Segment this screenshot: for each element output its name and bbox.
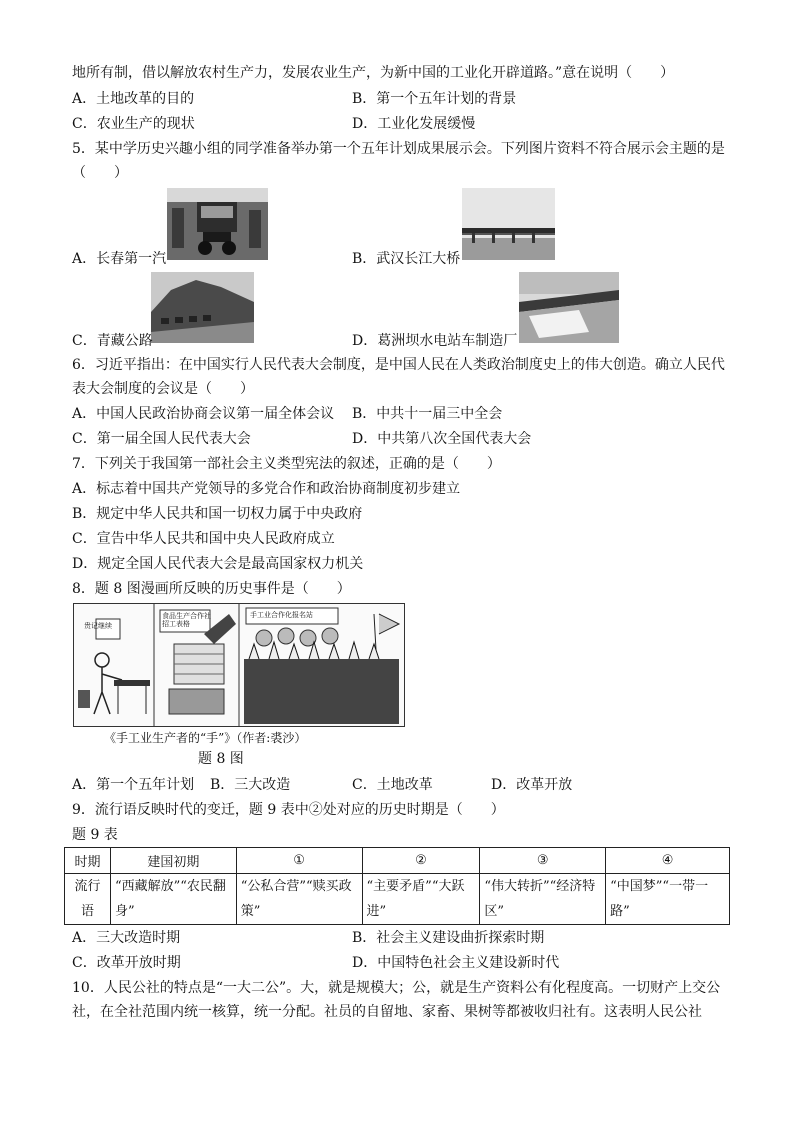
q9-header-1: ①: [236, 848, 362, 874]
q6-stem-line1: 6．习近平指出：在中国实行人民代表大会制度，是中国人民在人类政治制度史上的伟大创造。确立人民代: [72, 357, 725, 373]
q9-option-b[interactable]: B．社会主义建设曲折探索时期: [352, 930, 545, 946]
q6-option-b[interactable]: B．中共十一届三中全会: [352, 406, 503, 422]
q6-stem-line2: 表大会制度的会议是（ ）: [72, 381, 254, 397]
q9-header-4: ④: [606, 848, 730, 874]
q8-option-c[interactable]: C．土地改革: [352, 777, 433, 793]
q8-cartoon: [73, 603, 405, 727]
q9-option-d[interactable]: D．中国特色社会主义建设新时代: [352, 955, 560, 971]
q9-cell-3: “伟大转折”“经济特区”: [480, 874, 606, 925]
q5-stem-line2: （ ）: [72, 165, 128, 181]
q4-option-b[interactable]: B．第一个五年计划的背景: [352, 91, 517, 107]
q7-stem: 7．下列关于我国第一部社会主义类型宪法的叙述，正确的是（ ）: [72, 456, 501, 472]
q7-option-d[interactable]: D．规定全国人民代表大会是最高国家权力机关: [72, 556, 364, 572]
q4-option-d[interactable]: D．工业化发展缓慢: [352, 116, 476, 132]
q4-stem-tail: 地所有制，借以解放农村生产力，发展农业生产，为新中国的工业化开辟道路。”意在说明（ ）: [72, 65, 675, 81]
q6-option-d[interactable]: D．中共第八次全国代表大会: [352, 431, 532, 447]
q10-line2: 社，在全社范围内统一核算，统一分配。社员的自留地、家畜、果树等都被收归社有。这表明人民公社: [72, 1004, 702, 1020]
q9-cell-4: “中国梦”“一带一路”: [606, 874, 730, 925]
q8-option-d[interactable]: D．改革开放: [491, 777, 573, 793]
cartoon-sign-3: 手工业合作化报名站: [250, 611, 313, 619]
photo-qinghai-tibet-road: [151, 272, 254, 343]
q5-option-d[interactable]: D．葛洲坝水电站车制造厂: [352, 333, 518, 349]
q10-line1: 10．人民公社的特点是“一大二公”。大，就是规模大；公，就是生产资料公有化程度高。一切财产上交公: [72, 980, 721, 996]
photo-changchun-faw: [167, 188, 268, 260]
q9-cell-early: “西藏解放”“农民翻身”: [110, 874, 236, 925]
q8-option-a[interactable]: A．第一个五年计划: [72, 777, 195, 793]
q9-table-label: 题 9 表: [72, 827, 118, 843]
q9-header-3: ③: [480, 848, 606, 874]
q9-option-c[interactable]: C．改革开放时期: [72, 955, 181, 971]
photo-gezhouba-dam: [519, 272, 619, 343]
q4-option-a[interactable]: A．土地改革的目的: [72, 91, 195, 107]
q9-row-label: 流行语: [65, 874, 111, 925]
q9-cell-2: “主要矛盾”“大跃进”: [362, 874, 480, 925]
q9-header-2: ②: [362, 848, 480, 874]
q6-option-c[interactable]: C．第一届全国人民代表大会: [72, 431, 251, 447]
q7-option-b[interactable]: B．规定中华人民共和国一切权力属于中央政府: [72, 506, 363, 522]
q8-stem: 8．题 8 图漫画所反映的历史事件是（ ）: [72, 581, 351, 597]
q9-stem: 9．流行语反映时代的变迁，题 9 表中②处对应的历史时期是（ ）: [72, 802, 505, 818]
q9-header-early: 建国初期: [110, 848, 236, 874]
cartoon-sign-2: 食品生产合作社 招工表格: [162, 612, 211, 628]
q8-option-b[interactable]: B．三大改造: [210, 777, 291, 793]
q7-option-c[interactable]: C．宣告中华人民共和国中央人民政府成立: [72, 531, 335, 547]
q5-option-a[interactable]: A．长春第一汽: [72, 251, 167, 267]
q9-header-period: 时期: [65, 848, 111, 874]
q9-table: [64, 847, 730, 925]
q5-option-b[interactable]: B．武汉长江大桥: [352, 251, 461, 267]
q5-option-c[interactable]: C．青藏公路: [72, 333, 153, 349]
q8-cartoon-caption: 《手工业生产者的“手”》（作者:裘沙）: [104, 731, 307, 745]
q7-option-a[interactable]: A．标志着中国共产党领导的多党合作和政治协商制度初步建立: [72, 481, 461, 497]
q5-stem-line1: 5．某中学历史兴趣小组的同学准备举办第一个五年计划成果展示会。下列图片资料不符合展示会主题的是: [72, 141, 725, 157]
q4-option-c[interactable]: C．农业生产的现状: [72, 116, 195, 132]
cartoon-sign-1: 贵记继续: [84, 622, 112, 630]
q6-option-a[interactable]: A．中国人民政治协商会议第一届全体会议: [72, 406, 335, 422]
photo-wuhan-bridge: [462, 188, 555, 260]
q9-option-a[interactable]: A．三大改造时期: [72, 930, 181, 946]
q8-figure-label: 题 8 图: [198, 751, 244, 767]
q9-cell-1: “公私合营”“赎买政策”: [236, 874, 362, 925]
